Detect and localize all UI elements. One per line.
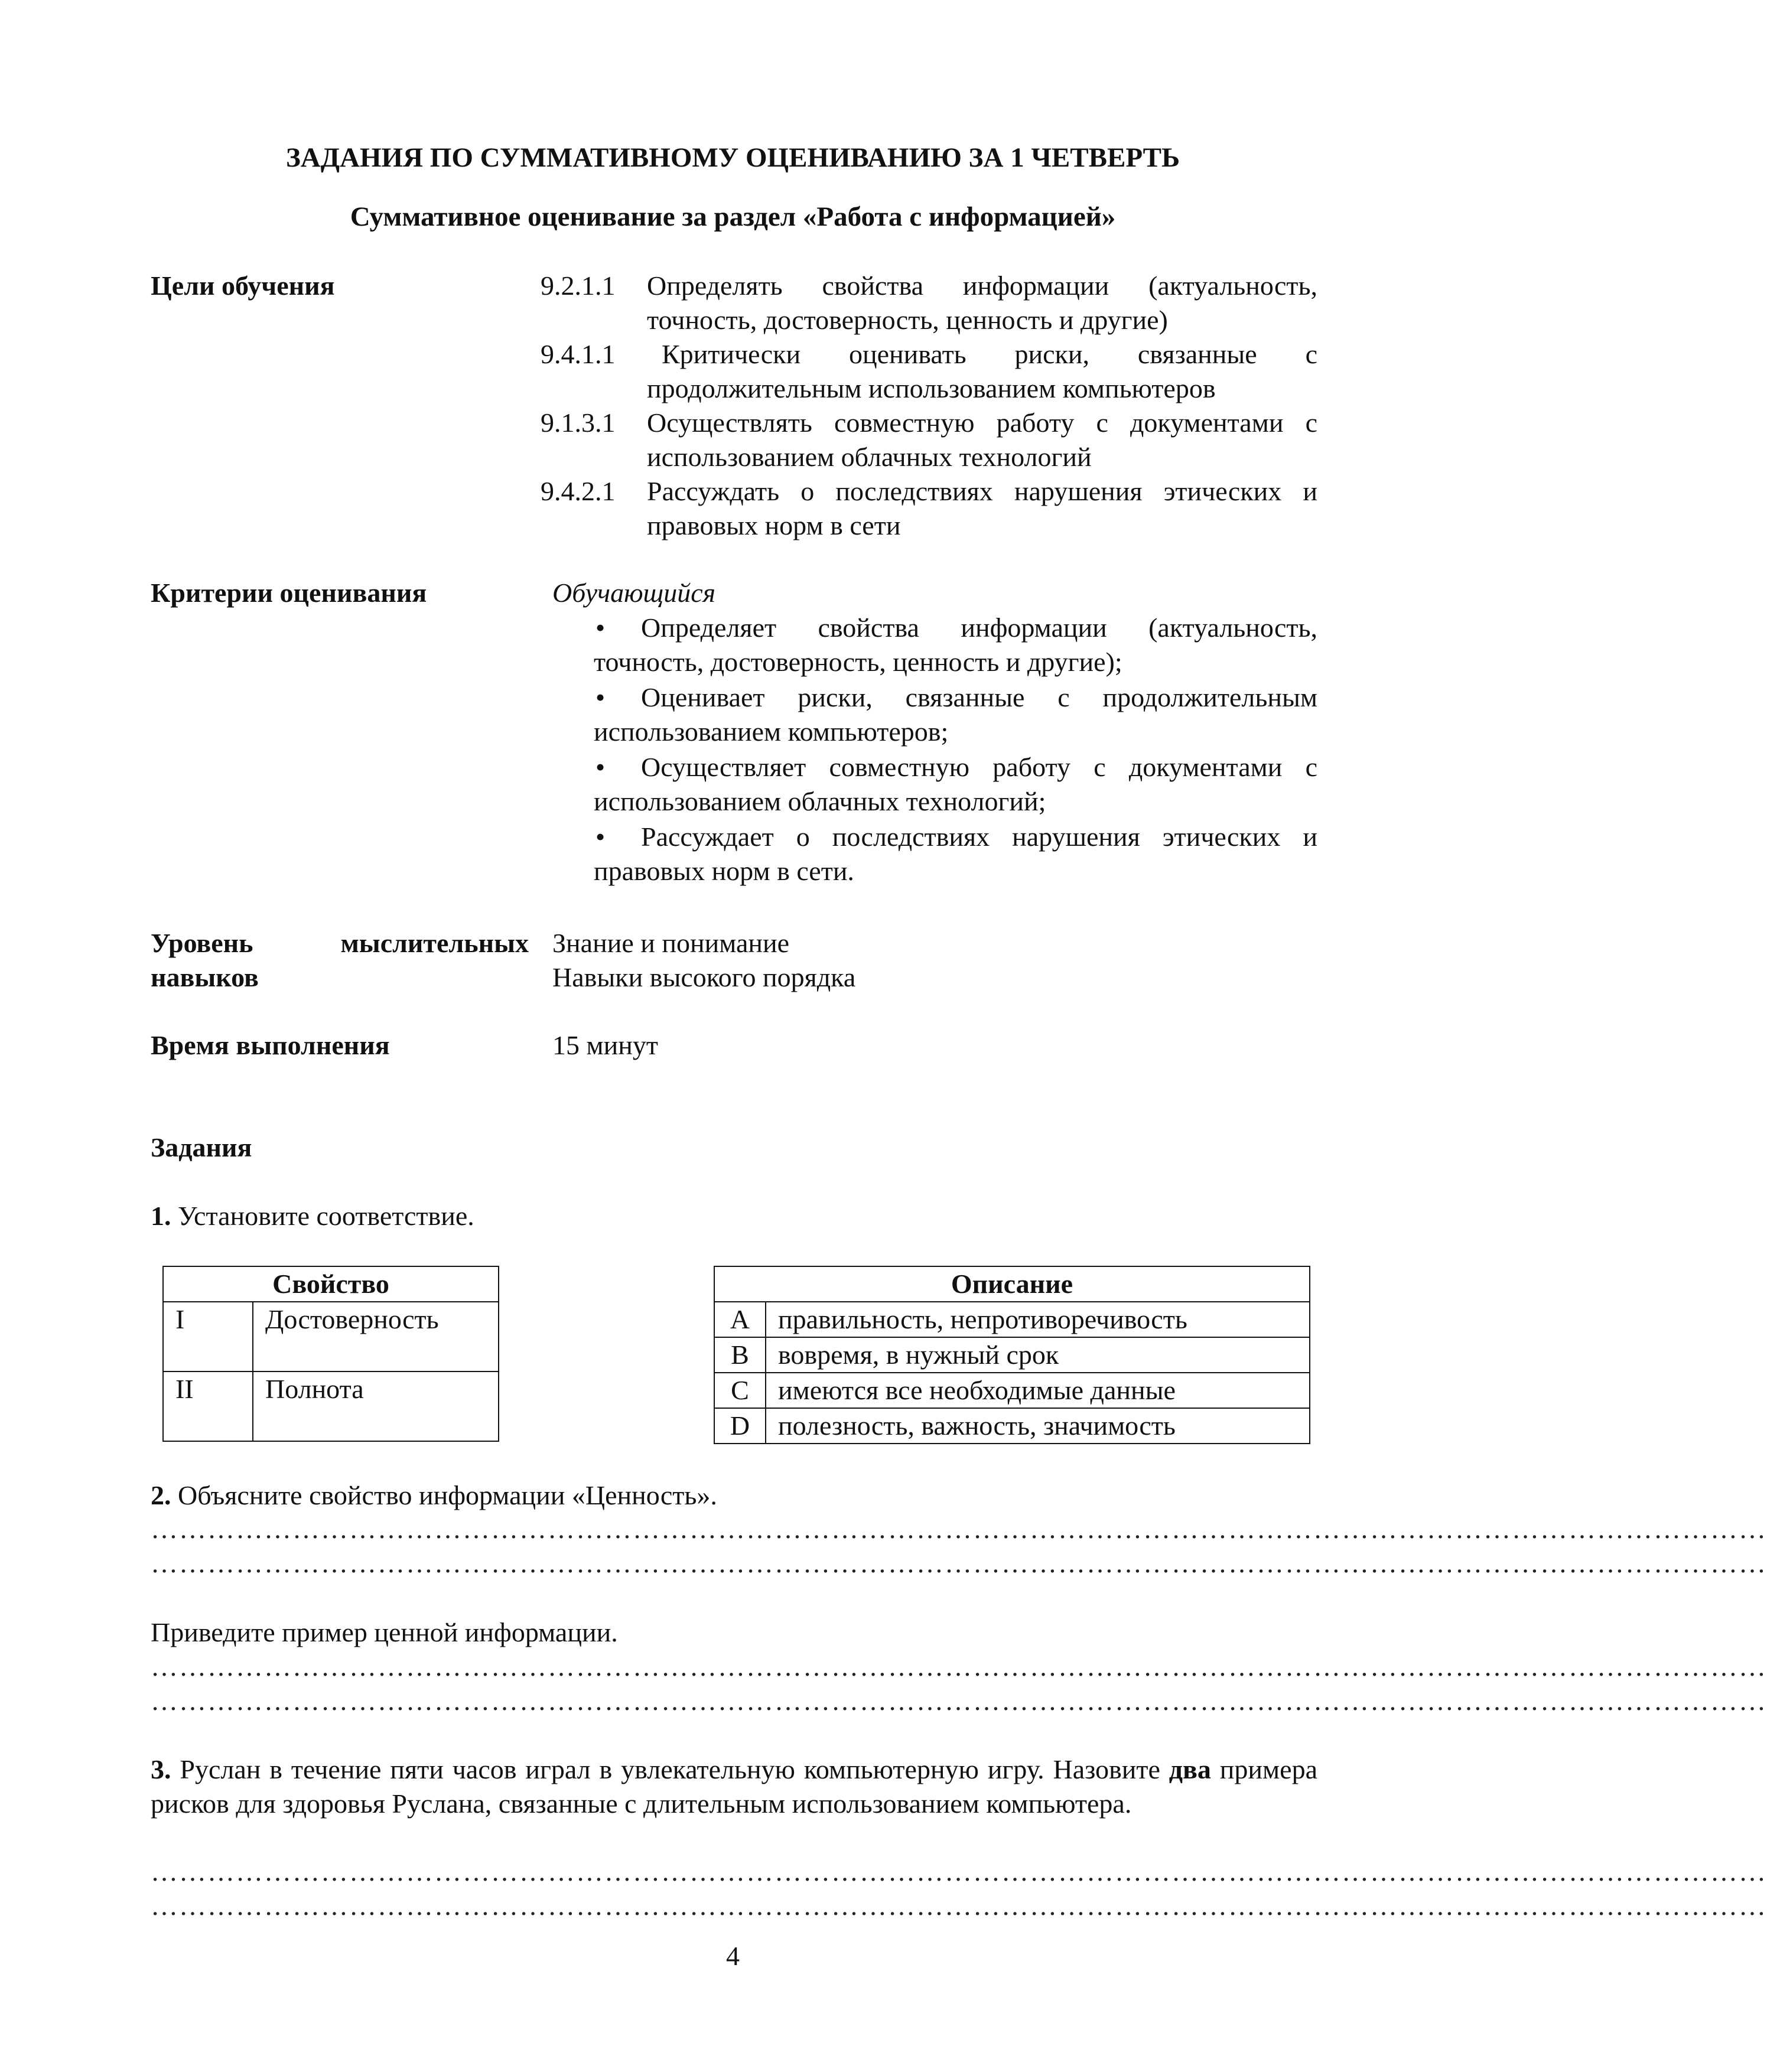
task1-text: Установите соответствие. xyxy=(171,1201,474,1231)
task2-text: Объясните свойство информации «Ценность». xyxy=(171,1480,717,1510)
description-value: полезность, важность, значимость xyxy=(766,1408,1310,1444)
table-row xyxy=(714,1373,1310,1408)
time-label: Время выполнения xyxy=(151,1030,390,1060)
description-letter: D xyxy=(714,1408,766,1444)
objective-code: 9.4.2.1 xyxy=(541,476,616,506)
objective-code: 9.4.1.1 xyxy=(541,339,616,369)
criteria-text-line1: Определяет свойства информации (актуальность, xyxy=(641,613,1317,643)
answer-line[interactable]: ……………………………………………………………………………………………………………………………………………………… xyxy=(151,1891,1767,1921)
description-table xyxy=(714,1266,1310,1444)
bullet-icon: • xyxy=(595,752,606,782)
table-row xyxy=(714,1337,1310,1373)
criteria-text-line1: Осуществляет совместную работу с документами с xyxy=(641,752,1317,782)
objective-text-line1: Рассуждать о последствиях нарушения этических и xyxy=(647,476,1317,506)
table-row xyxy=(714,1302,1310,1337)
page-number: 4 xyxy=(726,1941,740,1971)
criteria-text-line2: правовых норм в сети. xyxy=(594,856,854,886)
bullet-icon: • xyxy=(595,682,606,712)
skills-label-line1: Уровень мыслительных xyxy=(151,928,529,958)
time-value: 15 минут xyxy=(552,1030,658,1060)
answer-line[interactable]: ……………………………………………………………………………………………………………………………………………………… xyxy=(151,1686,1767,1716)
objectives-label: Цели обучения xyxy=(151,271,335,301)
criteria-text-line2: использованием облачных технологий; xyxy=(594,786,1046,816)
criteria-text-line1: Оценивает риски, связанные с продолжительным xyxy=(641,682,1317,712)
answer-line[interactable]: ……………………………………………………………………………………………………………………………………………………… xyxy=(151,1514,1767,1544)
objective-text-line1: Осуществлять совместную работу с документами с xyxy=(647,408,1317,438)
property-value: Полнота xyxy=(253,1371,499,1441)
skills-value-line2: Навыки высокого порядка xyxy=(552,962,856,992)
table-row xyxy=(714,1408,1310,1444)
task2-example-prompt: Приведите пример ценной информации. xyxy=(151,1617,618,1647)
property-value: Достоверность xyxy=(253,1302,499,1371)
tasks-heading: Задания xyxy=(151,1132,252,1162)
criteria-text-line1: Рассуждает о последствиях нарушения этических и xyxy=(641,822,1317,852)
property-num: I xyxy=(163,1302,253,1371)
task3-number: 3. xyxy=(151,1754,171,1784)
objective-code: 9.1.3.1 xyxy=(541,408,616,438)
skills-value-line1: Знание и понимание xyxy=(552,928,790,958)
task1-prompt xyxy=(151,1199,474,1233)
table-row xyxy=(163,1371,499,1441)
objective-text-line1: Определять свойства информации (актуальность, xyxy=(647,271,1317,301)
description-value: правильность, непротиворечивость xyxy=(766,1302,1310,1337)
criteria-intro: Обучающийся xyxy=(552,578,716,608)
table-row xyxy=(163,1302,499,1371)
task3-text-bold: два xyxy=(1169,1754,1211,1784)
task2-prompt xyxy=(151,1478,717,1513)
bullet-icon: • xyxy=(595,613,606,643)
description-value: имеются все необходимые данные xyxy=(766,1373,1310,1408)
objective-text-line2: продолжительным использованием компьютеров xyxy=(647,373,1216,403)
objective-text-line2: использованием облачных технологий xyxy=(647,442,1092,472)
task1-number: 1. xyxy=(151,1201,171,1231)
property-table-header: Свойство xyxy=(163,1266,499,1302)
answer-line[interactable]: ……………………………………………………………………………………………………………………………………………………… xyxy=(151,1548,1767,1578)
criteria-text-line2: точность, достоверность, ценность и другие); xyxy=(594,647,1122,677)
task3-text-part1: Руслан в течение пяти часов играл в увлекательную компьютерную игру. Назовите xyxy=(171,1754,1169,1784)
criteria-text-line2: использованием компьютеров; xyxy=(594,716,949,747)
objective-text-line1: Критически оценивать риски, связанные с xyxy=(662,339,1317,369)
objective-text-line2: точность, достоверность, ценность и другие) xyxy=(647,305,1168,335)
description-letter: C xyxy=(714,1373,766,1408)
description-value: вовремя, в нужный срок xyxy=(766,1337,1310,1373)
answer-line[interactable]: ……………………………………………………………………………………………………………………………………………………… xyxy=(151,1856,1767,1887)
task3-text-part2: примера рисков для здоровья Руслана, связанные с длительным использованием компьютера. xyxy=(151,1754,1317,1819)
skills-label-line2: навыков xyxy=(151,962,259,992)
task2-number: 2. xyxy=(151,1480,171,1510)
answer-line[interactable]: ……………………………………………………………………………………………………………………………………………………… xyxy=(151,1651,1767,1682)
description-letter: A xyxy=(714,1302,766,1337)
objective-code: 9.2.1.1 xyxy=(541,271,616,301)
objective-text-line2: правовых норм в сети xyxy=(647,510,901,540)
page-title: ЗАДАНИЯ ПО СУММАТИВНОМУ ОЦЕНИВАНИЮ ЗА 1 ЧЕТВЕРТЬ xyxy=(285,142,1180,173)
bullet-icon: • xyxy=(595,822,606,852)
description-letter: B xyxy=(714,1337,766,1373)
task3-prompt xyxy=(151,1752,1317,1821)
criteria-label: Критерии оценивания xyxy=(151,578,427,608)
property-table xyxy=(162,1266,499,1442)
page-subtitle: Суммативное оценивание за раздел «Работа с информацией» xyxy=(350,201,1116,232)
description-table-header: Описание xyxy=(714,1266,1310,1302)
property-num: II xyxy=(163,1371,253,1441)
